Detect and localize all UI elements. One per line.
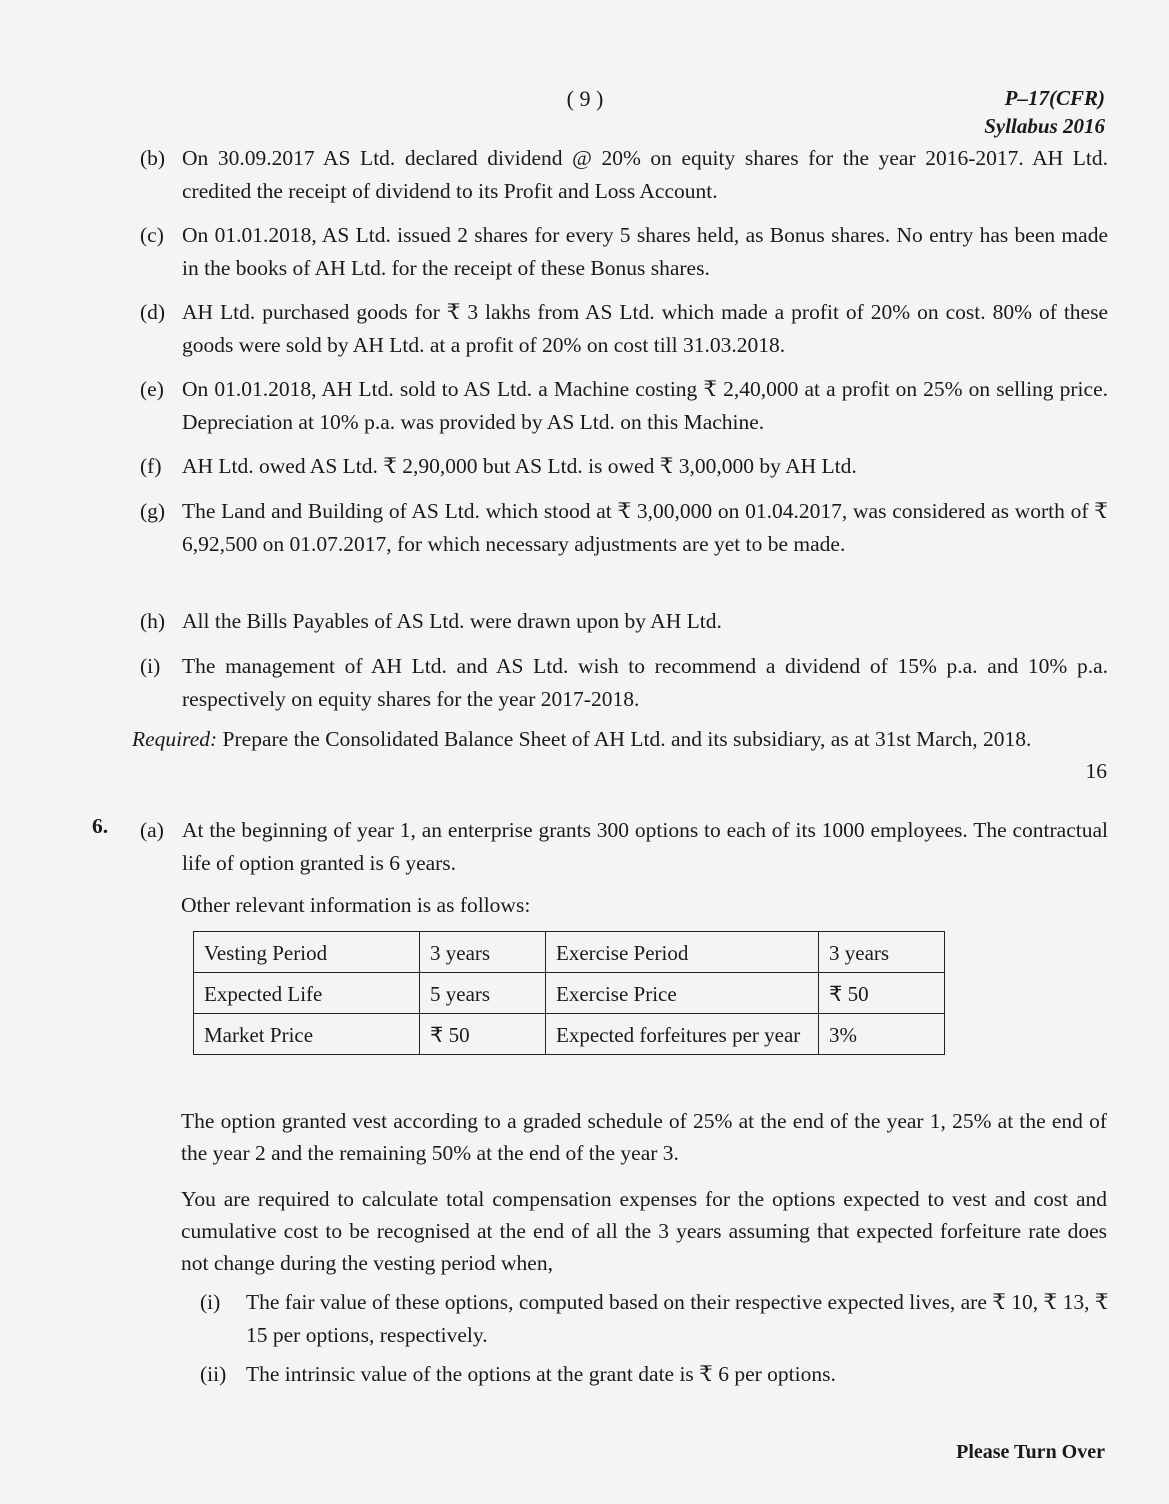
table-cell: Expected forfeitures per year [546,1014,819,1055]
table-row [194,932,945,973]
sub-item-label: (ii) [200,1362,227,1386]
list-item [140,296,1108,362]
item-label: (d) [140,300,166,324]
required-statement [132,723,1108,755]
list-item [140,495,1108,561]
info-line: Other relevant information is as follows: [181,893,531,917]
item-label: (i) [140,654,161,678]
list-item [140,650,1108,716]
list-item [140,373,1108,439]
options-table [193,931,945,1055]
table-cell: 3% [819,1014,945,1055]
item-label: (f) [140,454,162,478]
list-item [140,219,1108,285]
intro-text: At the beginning of year 1, an enterprise grants 300 options to each of its 1000 employees. The contractual life of option granted is 6 years. [182,818,1108,875]
item-label: (h) [140,609,166,633]
sub-item [200,1286,1110,1352]
table-cell: ₹ 50 [420,1014,546,1055]
table-cell: Exercise Period [546,932,819,973]
syllabus-label: Syllabus 2016 [984,114,1105,138]
sub-item-text: The fair value of these options, computed based on their respective expected lives, are ₹ 10, ₹ 13, ₹ 15 per options, respectively. [246,1290,1109,1347]
item-text: On 01.01.2018, AH Ltd. sold to AS Ltd. a Machine costing ₹ 2,40,000 at a profit on 25% on selling price. Depreciation at 10% p.a. was provided by AS Ltd. on this Machine. [182,377,1108,434]
item-text: AH Ltd. owed AS Ltd. ₹ 2,90,000 but AS Ltd. is owed ₹ 3,00,000 by AH Ltd. [182,454,857,478]
required-text: Prepare the Consolidated Balance Sheet of AH Ltd. and its subsidiary, as at 31st March, 2018. [217,727,1032,751]
question-number: 6. [92,814,109,838]
table-cell: Exercise Price [546,973,819,1014]
question-intro [140,814,1108,880]
item-label: (b) [140,146,166,170]
table-row [194,1014,945,1055]
footer-text: Please Turn Over [956,1441,1105,1463]
sub-item [200,1358,1110,1391]
requirement-paragraph: You are required to calculate total compensation expenses for the options expected to vest and cost and cumulative cost to be recognised at the end of all the 3 years assuming that expected forfeiture rate does not change during the vesting period when, [181,1187,1107,1275]
part-label: (a) [140,818,164,842]
vesting-paragraph: The option granted vest according to a graded schedule of 25% at the end of the year 1, 25% at the end of the year 2 and the remaining 50% at the end of the year 3. [181,1109,1107,1165]
table-cell: 3 years [420,932,546,973]
item-label: (e) [140,377,164,401]
item-text: All the Bills Payables of AS Ltd. were drawn upon by AH Ltd. [182,609,722,633]
table-row [194,973,945,1014]
item-text: On 01.01.2018, AS Ltd. issued 2 shares for every 5 shares held, as Bonus shares. No entry has been made in the books of AH Ltd. for the receipt of these Bonus shares. [182,223,1108,280]
paper-code: P–17(CFR) [1004,86,1105,110]
table-cell: 5 years [420,973,546,1014]
paper-header [984,84,1105,140]
item-text: AH Ltd. purchased goods for ₹ 3 lakhs from AS Ltd. which made a profit of 20% on cost. 80% of these goods were sold by AH Ltd. at a profit of 20% on cost till 31.03.2018. [182,300,1108,357]
table-cell: Expected Life [194,973,420,1014]
table-cell: Market Price [194,1014,420,1055]
sub-item-label: (i) [200,1290,221,1314]
required-label: Required: [132,727,218,751]
table-cell: Vesting Period [194,932,420,973]
list-item [140,605,1108,638]
item-label: (g) [140,499,166,523]
list-item [140,450,1108,483]
marks: 16 [1085,759,1107,783]
item-label: (c) [140,223,164,247]
item-text: On 30.09.2017 AS Ltd. declared dividend @ 20% on equity shares for the year 2016-2017. AH Ltd. credited the receipt of dividend to its Profit and Loss Account. [182,146,1108,203]
item-text: The management of AH Ltd. and AS Ltd. wish to recommend a dividend of 15% p.a. and 10% p.a. respectively on equity shares for the year 2017-2018. [182,654,1108,711]
table-cell: 3 years [819,932,945,973]
sub-item-text: The intrinsic value of the options at the grant date is ₹ 6 per options. [246,1362,836,1386]
table-cell: ₹ 50 [819,973,945,1014]
item-text: The Land and Building of AS Ltd. which stood at ₹ 3,00,000 on 01.04.2017, was considered as worth of ₹ 6,92,500 on 01.07.2017, for which necessary adjustments are yet to be made. [182,499,1108,556]
list-item [140,142,1108,208]
page-number: ( 9 ) [566,86,604,111]
